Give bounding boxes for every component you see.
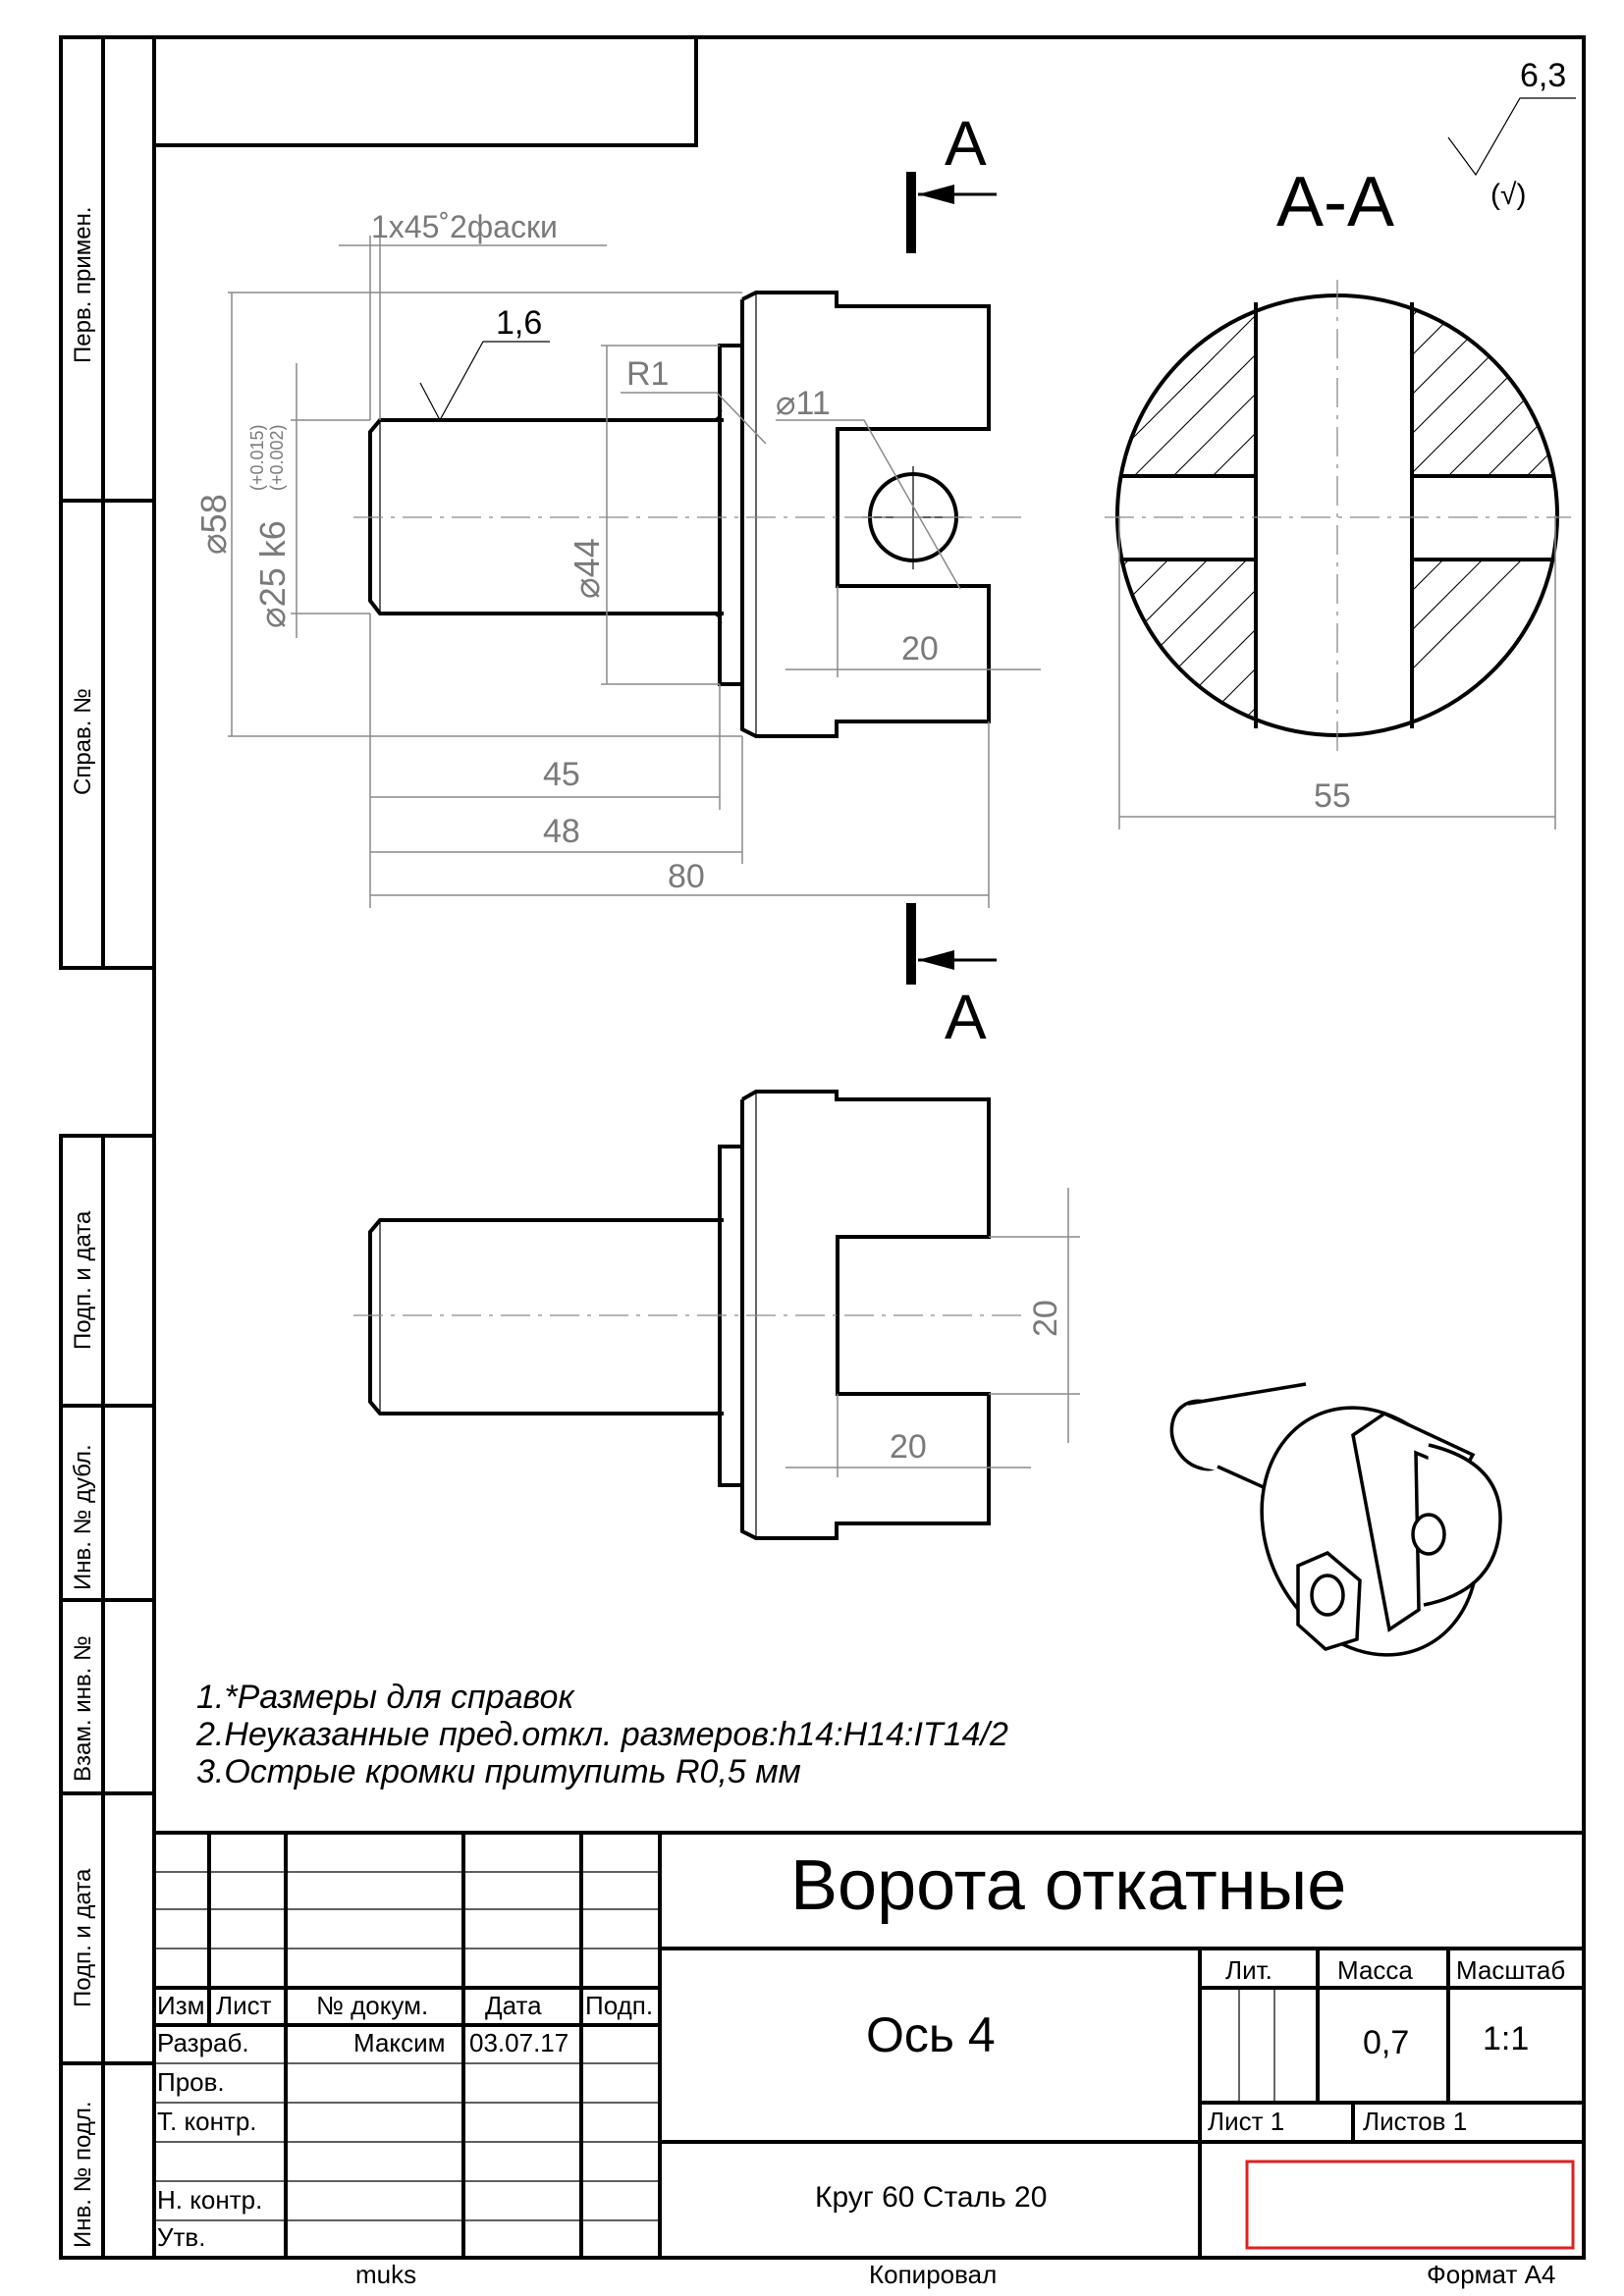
col-doc: № докум. [316,1991,429,2020]
stamp-box [1247,2162,1573,2248]
sheets-count: Листов 1 [1363,2107,1468,2136]
side-label-vzam-inv: Взам. инв. № [70,1635,96,1782]
side-label-sprav-no: Справ. № [70,688,96,795]
roughness-bracket: (√) [1490,179,1527,211]
row-approved: Утв. [157,2222,206,2252]
side-label-perv-primen: Перв. примен. [70,206,96,363]
roughness-value: 6,3 [1520,57,1567,94]
roughness-general [1448,57,1576,211]
note-1: 1.*Размеры для справок [196,1679,574,1716]
row-norm-control: Н. контр. [157,2185,263,2215]
dim-dia58: ⌀58 [193,494,234,555]
technical-notes [195,1679,1008,1790]
side-label-inv-podl: Инв. № подл. [70,2101,96,2248]
dim-len48: 48 [543,813,580,850]
mass-value: 0,7 [1363,2024,1410,2061]
mass-label: Масса [1337,1955,1413,1985]
dim-len45: 45 [543,756,580,793]
dim-dia11: ⌀11 [776,385,831,422]
scale-label: Масштаб [1456,1955,1566,1985]
material: Круг 60 Сталь 20 [815,2181,1048,2214]
side-label-podp-data-2: Подп. и дата [70,1868,96,2007]
dim-dia44: ⌀44 [567,538,607,599]
dim-r1: R1 [626,355,670,393]
section-mark-bottom [911,903,997,1052]
developer-name: Максим [353,2028,446,2057]
developer-date: 03.07.17 [469,2028,569,2057]
dim-len55: 55 [1314,777,1351,815]
part-name: Ось 4 [866,2007,996,2062]
side-label-podp-data-1: Подп. и дата [70,1210,96,1350]
note-2: 2.Неуказанные пред.откл. размеров:h14:H14:IT14/2 [196,1716,1008,1753]
col-sign: Подп. [585,1991,654,2020]
dim-len80: 80 [668,858,705,895]
row-checked: Пров. [157,2067,225,2097]
roughness-local: 1,6 [496,304,543,342]
bottom-view [353,1092,1080,1538]
sheet-number: Лист 1 [1208,2107,1285,2136]
dim-slot20-bottom: 20 [890,1428,927,1466]
chamfer-note: 1x45˚2фаски [371,209,558,244]
dim-dia25: ⌀25 k6 [252,520,293,628]
dim-tol-lower: (+0.002) [267,424,287,491]
isometric-view [1160,1372,1517,1690]
side-label-inv-dubl: Инв. № дубл. [70,1444,96,1590]
section-view [1080,236,1624,829]
dim-slot20-vert: 20 [1027,1300,1064,1337]
footer-format: Формат А4 [1427,2260,1556,2289]
row-tech-control: Т. контр. [157,2107,257,2136]
note-3: 3.Острые кромки притупить R0,5 мм [196,1753,801,1790]
scale-value: 1:1 [1483,2020,1530,2057]
lit-label: Лит. [1225,1955,1272,1985]
footer-author: muks [355,2260,417,2289]
footer-copied: Копировал [869,2260,998,2289]
section-title: А-А [1276,163,1395,241]
section-mark-top [911,108,997,253]
col-izm: Изм [157,1991,205,2020]
svg-text:А: А [945,108,987,179]
col-list: Лист [216,1991,272,2020]
dim-slot20-top: 20 [901,630,939,667]
col-date: Дата [485,1991,542,2020]
svg-text:А: А [945,982,987,1052]
row-developed: Разраб. [157,2028,249,2057]
title-block [154,1833,1584,2258]
project-title: Ворота откатные [790,1846,1347,1925]
dim-tol-upper: (+0.015) [247,424,267,491]
